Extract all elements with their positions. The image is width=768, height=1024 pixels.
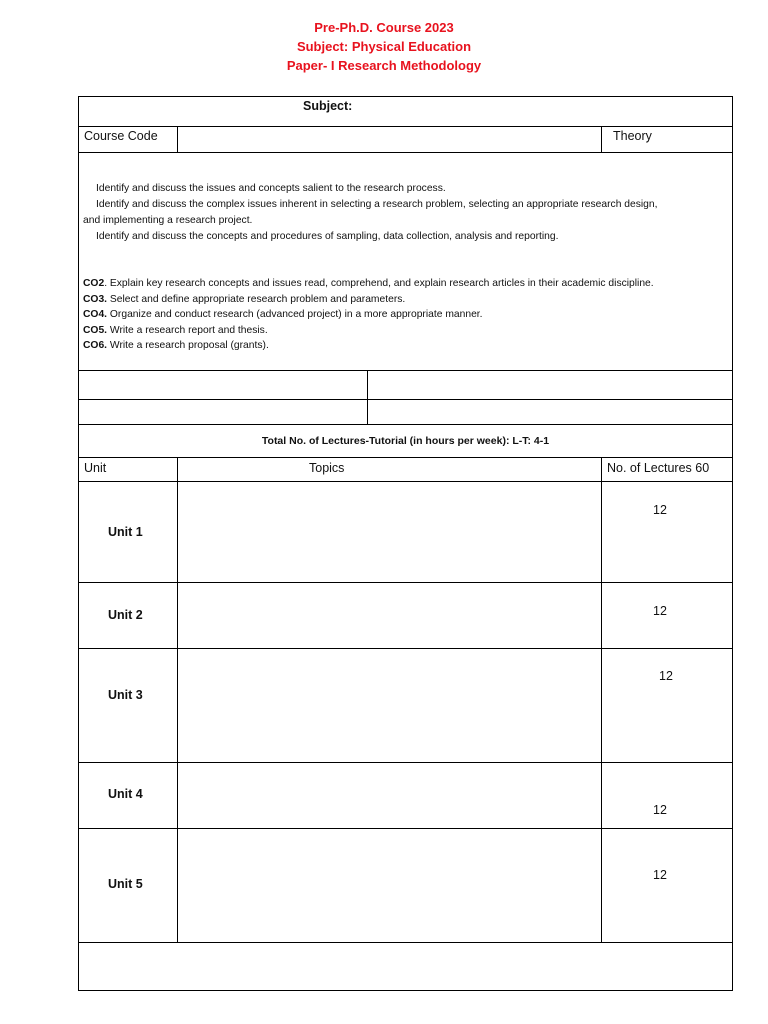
- column-header-unit: Unit: [84, 461, 107, 475]
- subject-label: Subject:: [303, 99, 353, 113]
- unit-lectures: 12: [653, 803, 667, 817]
- outcome-item: CO4. Organize and conduct research (advanced project) in a more appropriate manner.: [83, 309, 483, 321]
- outcome-item: CO2. Explain key research concepts and issues read, comprehend, and explain research articles in their academic discipline.: [83, 278, 654, 289]
- syllabus-table: [78, 96, 733, 991]
- objective-item: Identify and discuss the issues and concepts salient to the research process.: [96, 183, 446, 194]
- theory-label: Theory: [613, 129, 652, 143]
- unit-label: Unit 1: [108, 525, 143, 539]
- outcome-item: CO3. Select and define appropriate research problem and parameters.: [83, 293, 406, 305]
- unit-lectures: 12: [653, 604, 667, 618]
- unit-label: Unit 4: [108, 787, 143, 801]
- column-header-topics: Topics: [309, 461, 345, 475]
- objective-item: Identify and discuss the complex issues inherent in selecting a research problem, selecting an appropriate research design, and implementing a research project.: [83, 199, 658, 226]
- document-header: [0, 18, 768, 75]
- unit-lectures: 12: [659, 669, 673, 683]
- unit-lectures: 12: [653, 868, 667, 882]
- unit-label: Unit 5: [108, 877, 143, 891]
- objective-item: Identify and discuss the concepts and procedures of sampling, data collection, analysis and reporting.: [96, 231, 559, 242]
- course-outcomes: [83, 276, 683, 354]
- total-lectures: Total No. of Lectures-Tutorial (in hours per week): L-T: 4-1: [261, 435, 550, 447]
- outcome-item: CO6. Write a research proposal (grants).: [83, 340, 269, 352]
- course-objectives: [83, 181, 673, 245]
- unit-label: Unit 3: [108, 688, 143, 702]
- unit-lectures: 12: [653, 503, 667, 517]
- unit-label: Unit 2: [108, 608, 143, 622]
- column-header-lectures: No. of Lectures 60: [607, 461, 710, 475]
- course-title: Pre-Ph.D. Course 2023: [314, 20, 454, 35]
- paper-title: Paper- I Research Methodology: [286, 58, 482, 73]
- course-code-label: Course Code: [84, 129, 158, 143]
- outcome-item: CO5. Write a research report and thesis.: [83, 324, 268, 336]
- subject-title: Subject: Physical Education: [296, 39, 472, 54]
